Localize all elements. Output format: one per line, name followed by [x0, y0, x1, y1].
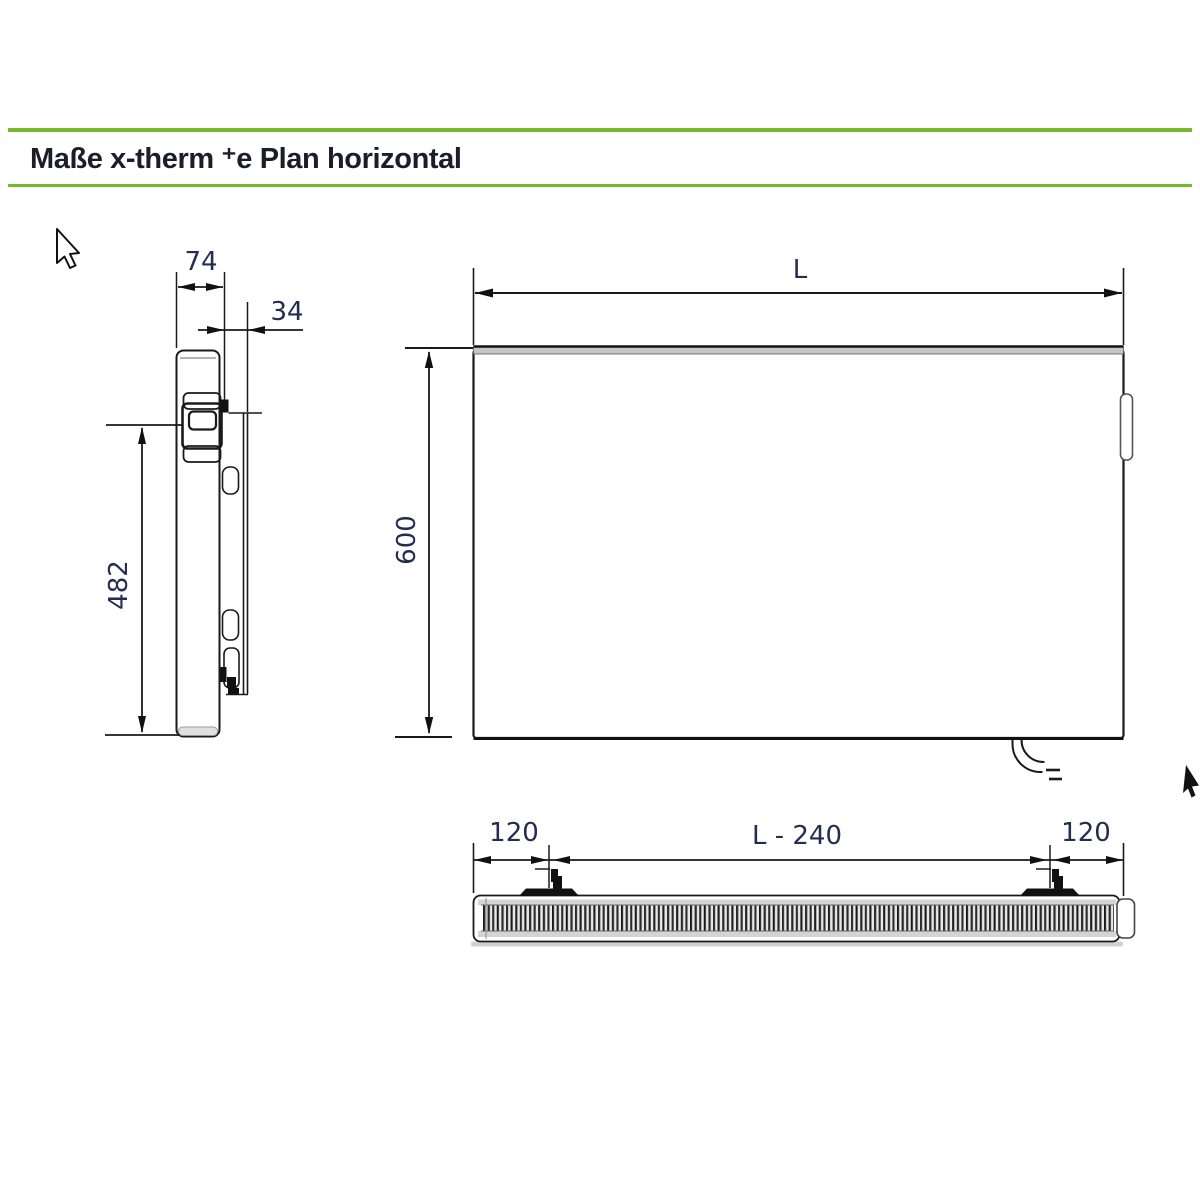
bracket-hook-lower: [223, 610, 239, 640]
dim-depth-label: 74: [184, 247, 218, 277]
mounting-bracket-right: [1020, 845, 1080, 896]
dimension-depth-74: [177, 272, 225, 401]
dim-right-bracket-label: 120: [1061, 818, 1111, 848]
grille-fins-texture: [483, 905, 1114, 931]
control-display: [189, 412, 216, 430]
front-panel: [474, 350, 1124, 738]
side-control-unit: [183, 393, 229, 462]
bottom-view: [471, 843, 1135, 947]
grille-bottom-band: [478, 931, 1116, 937]
grille-top-band: [478, 900, 1116, 906]
dim-mounting-height-label: 482: [104, 560, 134, 610]
page-title: Maße x-therm ⁺e Plan horizontal: [30, 143, 462, 175]
cursor-arrow-outline-icon: [57, 229, 79, 268]
side-view: [105, 272, 303, 737]
mounting-bracket-left: [519, 845, 579, 896]
dim-length-label: L: [792, 255, 808, 285]
dim-left-bracket-label: 120: [489, 818, 539, 848]
dim-wall-distance-label: 34: [270, 297, 304, 327]
side-wall-bracket: [221, 413, 263, 695]
power-cable: [1013, 740, 1063, 779]
grille-right-end-cap: [1117, 899, 1135, 938]
cursor-arrow-solid-icon: [1183, 765, 1199, 798]
dim-height-label: 600: [392, 515, 422, 565]
dim-bracket-span-label: L - 240: [751, 821, 843, 851]
front-view: [392, 268, 1133, 779]
side-panel-bottom-cap: [179, 727, 218, 736]
front-control-unit-edge: [1121, 394, 1133, 460]
bracket-hook-upper: [223, 467, 239, 494]
control-connector: [220, 400, 229, 413]
